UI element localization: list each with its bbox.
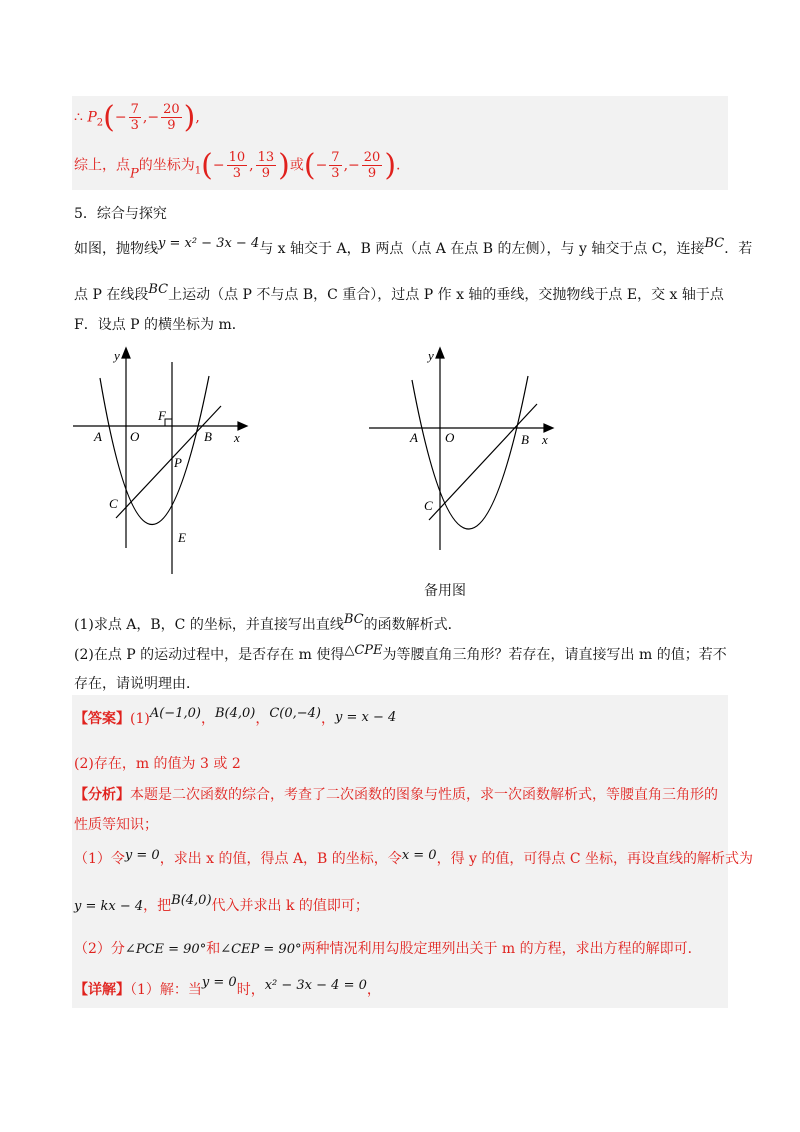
label-o: O [130, 429, 140, 444]
label-x: x [542, 432, 548, 447]
label-a: A [410, 430, 418, 445]
point-p2-sub: 2 [96, 117, 104, 129]
analysis-step-1: （1）令y = 0，求出 x 的值，得点 A，B 的坐标，令x = 0，得 y 的值，可得点 C 坐标，再设直线的解析式为 [74, 848, 753, 867]
line-bc [116, 406, 221, 518]
label-b: B [204, 429, 212, 444]
question-2-line-2: 存在，请说明理由． [74, 676, 200, 692]
problem-heading: 5．综合与探究 [74, 206, 167, 222]
detail-line: 【详解】（1）解：当y = 0时，x² − 3x − 4 = 0， [74, 975, 381, 998]
summary-line: 综上，点P的坐标为$_1$(− $\frac{10}{3}$ , $\frac{13}{9}$ )或(− $\frac{7}{3}$ ,− $\frac{20}{9}$ ). [74, 148, 401, 183]
analysis-line-2: 性质等知识； [74, 817, 158, 833]
right-angle-mark [165, 419, 172, 426]
backup-figure-caption: 备用图 [424, 583, 466, 599]
p2-coordinate-line: ∴ $P_2(-$ $\frac{7}{3}$ ,− $\frac{20}{9}$ ), [74, 100, 200, 135]
figure-backup-diagram [366, 342, 566, 562]
analysis-line-1: 【分析】本题是二次函数的综合，考查了二次函数的图象与性质，求一次函数解析式，等腰直角三角形的 [74, 787, 718, 803]
label-p: P [174, 455, 182, 470]
problem-line-2: 点 P 在线段BC上运动（点 P 不与点 B，C 重合），过点 P 作 x 轴的垂线，交抛物线于点 E，交 x 轴于点 [74, 282, 724, 303]
line-bc [429, 404, 537, 520]
label-b: B [521, 432, 529, 447]
answer-line-2: (2)存在，m 的值为 3 或 2 [74, 756, 241, 772]
figure-main-diagram [68, 342, 258, 582]
fraction: $\frac{7}{3}$ [130, 102, 139, 133]
problem-line-1: 如图，抛物线y = x² − 3x − 4与 x 轴交于 A，B 两点（点 A 在点 B 的左侧），与 y 轴交于点 C，连接BC．若 [74, 236, 753, 257]
y-axis-arrow [122, 348, 130, 358]
question-1: (1)求点 A，B，C 的坐标，并直接写出直线BC的函数解析式． [74, 612, 462, 633]
answer-line-1: 【答案】(1)A(−1,0)，B(4,0)，C(0,−4)，y = x − 4 [74, 706, 397, 727]
label-y: y [114, 348, 120, 363]
point-p2-label: P [87, 109, 97, 126]
x-axis-arrow [238, 422, 247, 430]
label-e: E [178, 530, 186, 545]
analysis-step-1b: y = kx − 4，把B(4,0)代入并求出 k 的值即可； [74, 893, 369, 914]
label-f: F [158, 408, 166, 423]
label-c: C [424, 498, 433, 513]
minus-sign: − [114, 109, 127, 126]
analysis-step-2: （2）分∠PCE = 90°和∠CEP = 90°两种情况利用勾股定理列出关于 m 的方程，求出方程的解即可． [74, 941, 702, 957]
label-x: x [234, 430, 240, 445]
label-c: C [109, 496, 118, 511]
therefore-symbol: ∴ [74, 109, 83, 126]
label-o: O [445, 430, 455, 445]
problem-line-3: F．设点 P 的横坐标为 m． [74, 317, 246, 333]
label-y: y [428, 348, 434, 363]
question-2-line-1: (2)在点 P 的运动过程中，是否存在 m 使得△CPE为等腰直角三角形？若存在，请直接写出 m 的值；若不 [74, 643, 727, 663]
label-a: A [94, 429, 102, 444]
y-axis-arrow [436, 348, 444, 358]
x-axis-arrow [544, 424, 553, 432]
fraction: $\frac{20}{9}$ [163, 102, 180, 133]
